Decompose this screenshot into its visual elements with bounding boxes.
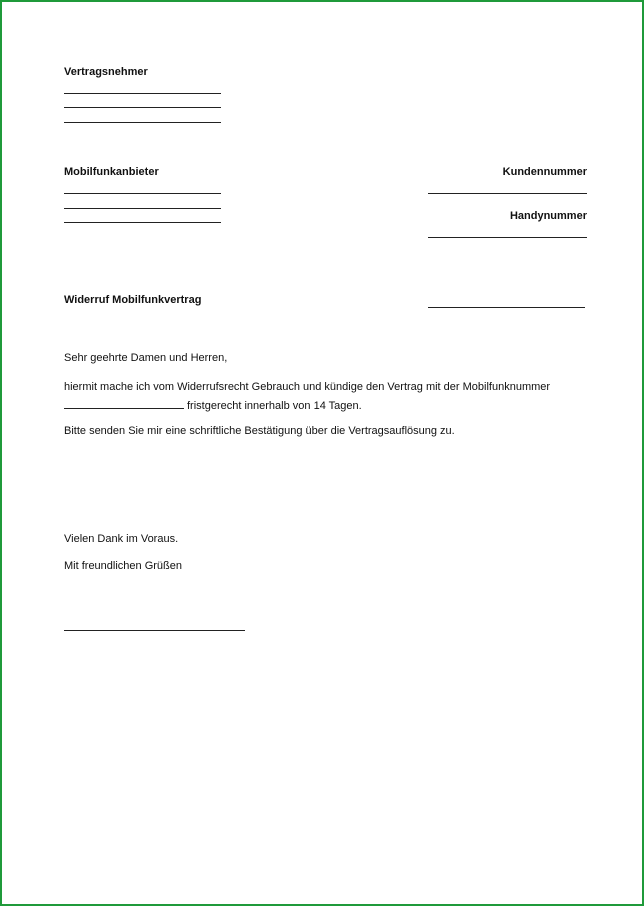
mobile-number-label: Handynummer xyxy=(509,210,587,222)
salutation: Sehr geehrte Damen und Herren, xyxy=(64,352,228,364)
contractor-name-line[interactable] xyxy=(64,93,221,94)
paragraph1-line1: hiermit mache ich vom Widerrufsrecht Gebrauch und kündige den Vertrag mit der Mobilfunknummer xyxy=(64,381,551,393)
paragraph1-line2-row xyxy=(64,398,362,413)
provider-street-line[interactable] xyxy=(64,208,221,209)
closing-text: Mit freundlichen Grüßen xyxy=(64,560,182,572)
customer-number-label: Kundennummer xyxy=(502,166,587,178)
contractor-street-line[interactable] xyxy=(64,107,221,108)
provider-city-line[interactable] xyxy=(64,222,221,223)
mobile-number-inline-line[interactable] xyxy=(64,398,184,409)
subject-line: Widerruf Mobilfunkvertrag xyxy=(64,294,202,306)
customer-number-line[interactable] xyxy=(428,193,587,194)
paragraph2: Bitte senden Sie mir eine schriftliche Bestätigung über die Vertragsauflösung zu. xyxy=(64,425,455,437)
thanks-text: Vielen Dank im Voraus. xyxy=(64,533,179,545)
date-line[interactable] xyxy=(428,307,585,308)
contractor-city-line[interactable] xyxy=(64,122,221,123)
paragraph1-line2: fristgerecht innerhalb von 14 Tagen. xyxy=(187,400,362,412)
signature-line[interactable] xyxy=(64,630,245,631)
provider-label: Mobilfunkanbieter xyxy=(64,166,159,178)
contractor-label: Vertragsnehmer xyxy=(64,66,148,78)
mobile-number-line[interactable] xyxy=(428,237,587,238)
provider-name-line[interactable] xyxy=(64,193,221,194)
